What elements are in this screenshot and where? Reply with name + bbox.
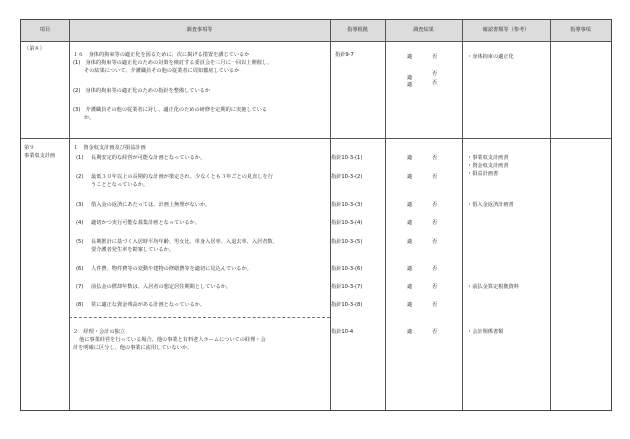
section9-label-sub: 事業収支計画 — [24, 153, 56, 159]
header-item — [21, 20, 69, 41]
row-basis: 指針10-3-(8) — [331, 302, 363, 308]
section8-title: １６ 身体的拘束等の適正化を図るために、次に掲げる措置を講じているか — [73, 52, 250, 58]
accounting-text: 計を明確に区分し、他の事業に流用していないか。 — [73, 345, 193, 351]
row-number: (7) — [76, 284, 84, 290]
subsection-divider — [69, 317, 330, 318]
inspection-table — [20, 19, 612, 411]
result-yes: 適 — [407, 302, 413, 308]
result-no: 否 — [432, 284, 438, 290]
result-no: 否 — [432, 302, 438, 308]
section9-label: 第９ — [24, 145, 35, 151]
header-items-label: 調査事項等 — [186, 27, 213, 33]
result-yes: 適 — [407, 82, 413, 88]
row-text: 長期安定的な経営が可能な計画となっているか。 — [91, 155, 206, 161]
result-yes: 適 — [407, 266, 413, 272]
column-divider — [385, 20, 386, 410]
row-basis: 指針10-3-(4) — [331, 220, 363, 226]
row-number: (8) — [76, 302, 84, 308]
result-yes: 適 — [407, 220, 413, 226]
result-no: 否 — [432, 202, 438, 208]
column-divider — [69, 20, 70, 410]
row-text: 最低３０年以上の長期的な計画が策定され、少なくとも３年ごとの見直しを行 — [91, 174, 273, 180]
section8-item2: (2) 身体的拘束等の適正化のための指針を整備しているか — [73, 88, 211, 94]
row-text: 人件費、物件費等の変動や建物の修繕費等を適切に見込んでいるか。 — [91, 266, 252, 272]
row-text: 常に適正な資金残高がある計画となっているか。 — [91, 302, 206, 308]
doc-item: ・会計関係書類 — [467, 329, 504, 335]
result-yes: 適 — [407, 174, 413, 180]
section8-doc: ・身体拘束の適正化 — [467, 54, 514, 60]
section8-item1-cont: その結果について、介護職員その他の従業者に周知徹底しているか — [84, 68, 240, 74]
result-yes: 適 — [407, 329, 413, 335]
header-notes-label: 指導事項 — [570, 27, 591, 33]
row-basis: 指針10-3-(2) — [331, 174, 363, 180]
doc-item: ・損益計画書 — [467, 171, 499, 177]
section8-item3: (3) 介護職員その他の従業者に対し、適正化のための研修を定期的に実施している — [73, 107, 268, 113]
header-basis — [330, 20, 385, 41]
section-divider — [21, 138, 611, 139]
result-yes: 適 — [407, 54, 413, 60]
section9-heading: １ 資金収支計画及び損益計画 — [73, 145, 146, 151]
row-number: (5) — [76, 239, 84, 245]
row-number: (1) — [76, 155, 84, 161]
section8-label: （第８） — [24, 46, 45, 52]
row-basis: 指針10-3-(7) — [331, 284, 363, 290]
result-no: 否 — [432, 220, 438, 226]
result-yes: 適 — [407, 155, 413, 161]
row-number: (6) — [76, 266, 84, 272]
header-result — [385, 20, 462, 41]
row-basis: 指針10-3-(3) — [331, 202, 363, 208]
header-items — [69, 20, 330, 41]
doc-item: ・事業収支計画書 — [467, 155, 509, 161]
result-yes: 適 — [407, 75, 413, 81]
row-text: うこととなっているか。 — [91, 182, 149, 188]
section8-item1: (1) 身体的拘束等の適正化のための対策を検討する委員会を三月に一回以上開催し、 — [73, 60, 273, 66]
accounting-heading: ２ 経理・会計の独立 — [73, 329, 125, 335]
row-text: 借入金の返済にあたっては、計画上無理がないか。 — [91, 202, 211, 208]
row-basis: 指針10-3-(1) — [331, 155, 363, 161]
section8-basis: 指針9-7 — [335, 52, 354, 58]
header-notes — [550, 20, 611, 41]
row-text: 長期推計に基づく入居時平均年齢、男女比、単身入居率、入退去率、入居者数、 — [91, 239, 278, 245]
row-number: (2) — [76, 174, 84, 180]
header-item-label: 項目 — [39, 27, 51, 33]
row-number: (4) — [76, 220, 84, 226]
header-docs — [462, 20, 550, 41]
result-no: 否 — [432, 174, 438, 180]
row-basis: 指針10-3-(6) — [331, 266, 363, 272]
header-basis-label: 指導根拠 — [347, 27, 368, 33]
result-no: 否 — [432, 329, 438, 335]
section8-item3-cont: か。 — [84, 115, 95, 121]
row-text: 要介護者発生率を勘案しているか。 — [91, 247, 175, 253]
column-divider — [330, 20, 331, 410]
result-yes: 適 — [407, 284, 413, 290]
accounting-basis: 指針10-4 — [331, 329, 354, 335]
header-result-label: 調査結果 — [413, 27, 434, 33]
result-no: 否 — [432, 80, 438, 86]
header-divider — [21, 41, 611, 42]
result-no: 否 — [432, 239, 438, 245]
column-divider — [462, 20, 463, 410]
doc-item: ・資金収支計画書 — [467, 163, 509, 169]
doc-item: ・前払金算定根拠資料 — [467, 284, 519, 290]
doc-item: ・借入金返済計画書 — [467, 202, 514, 208]
result-yes: 適 — [407, 202, 413, 208]
row-text: 適切かつ実行可能な募集計画となっているか。 — [91, 220, 200, 226]
result-no: 否 — [432, 54, 438, 60]
row-number: (3) — [76, 202, 84, 208]
result-no: 否 — [432, 266, 438, 272]
header-docs-label: 確認書類等（参考） — [482, 27, 530, 33]
accounting-text: 他に事業経営を行っている場合、他の事業と有料老人ホームについての経理・会 — [79, 337, 266, 343]
column-divider — [550, 20, 551, 410]
result-yes: 適 — [407, 239, 413, 245]
row-text: 前払金の償却年数は、入居者の想定居住期間としているか。 — [91, 284, 232, 290]
result-no: 否 — [432, 155, 438, 161]
row-basis: 指針10-3-(5) — [331, 239, 363, 245]
result-no: 否 — [432, 71, 438, 77]
